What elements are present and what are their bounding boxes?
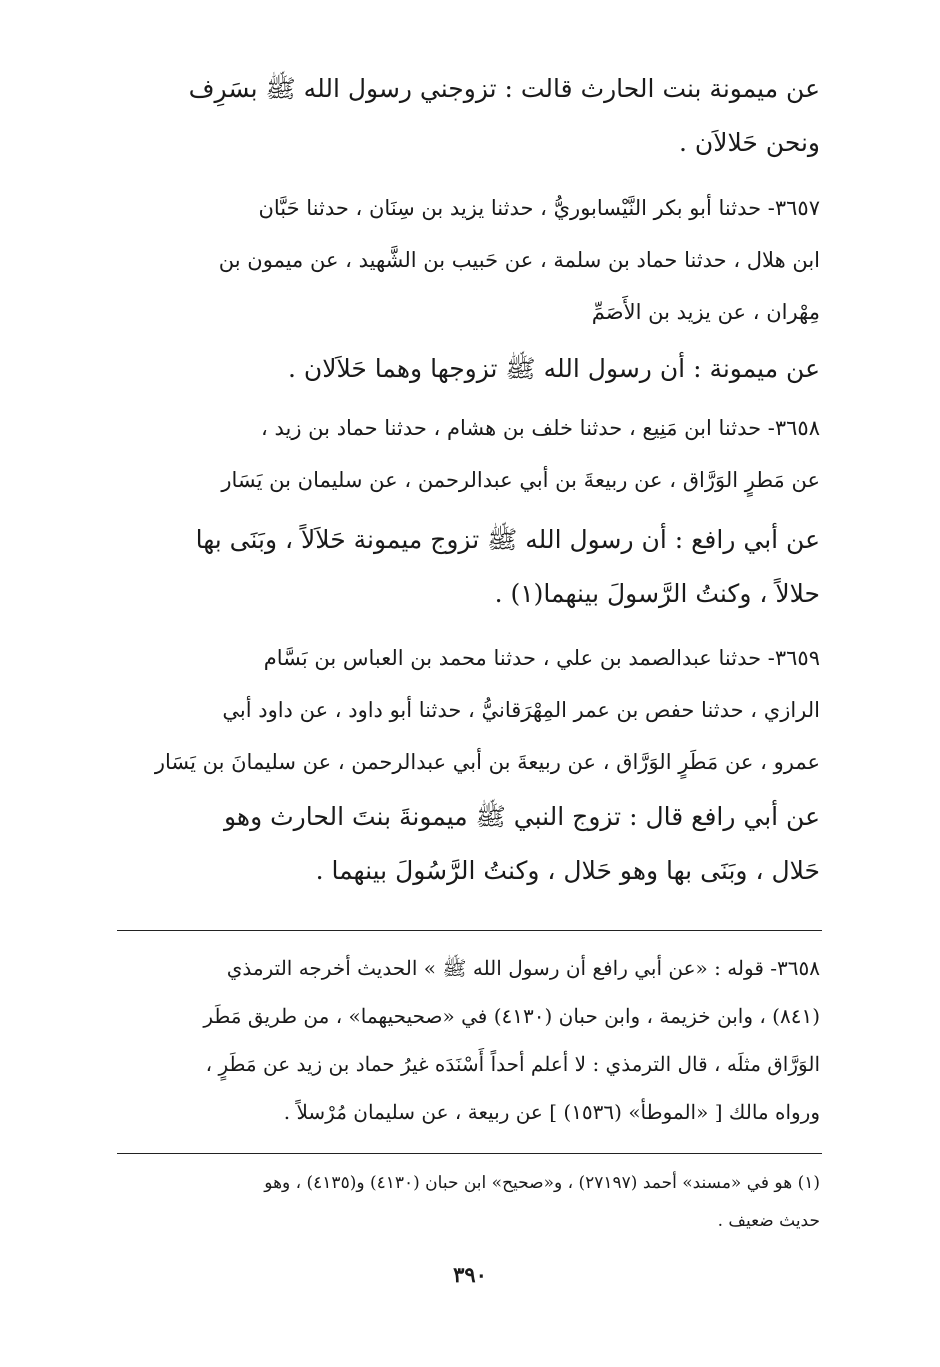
text-line: الوَرَّاق مثلَه ، قال الترمذي : لا أعلم أحداً أَسْنَدَه غيرُ حماد بن زيد عن مَطَرٍ ،	[205, 1052, 820, 1076]
hadith-3658-matn	[110, 513, 820, 621]
hadith-3658-isnad	[110, 402, 820, 506]
text-line: ٣٦٥٧- حدثنا أبو بكر النَّيْسابوريُّ ، حدثنا يزيد بن سِنَان ، حدثنا حَبَّان	[258, 196, 820, 220]
text-line: (٨٤١) ، وابن خزيمة ، وابن حبان (٤١٣٠) في «صحيحيهما» ، من طريق مَطَر	[203, 1004, 820, 1028]
text-line: ٣٦٥٨- قوله : «عن أبي رافع أن رسول الله ﷺ » الحديث أخرجه الترمذي	[226, 956, 820, 980]
text-line: عن أبي رافع قال : تزوج النبي ﷺ ميمونةَ بنتَ الحارث وهو	[224, 802, 820, 831]
text-line: ونحن حَلالاَن .	[678, 128, 820, 157]
text-line: الرازي ، حدثنا حفص بن عمر المِهْرَقانيُّ ، حدثنا أبو داود ، عن داود أبي	[222, 698, 820, 722]
text-line: (١) هو في «مسند» أحمد (٢٧١٩٧) ، و«صحيح» ابن حبان (٤١٣٠) و(٤١٣٥) ، وهو	[264, 1173, 820, 1193]
text-line: ٣٦٥٨- حدثنا ابن مَنِيع ، حدثنا خلف بن هشام ، حدثنا حماد بن زيد ،	[261, 416, 820, 440]
text-line: عمرو ، عن مَطَرٍ الوَرَّاق ، عن ربيعةَ بن أبي عبدالرحمن ، عن سليمانَ بن يَسَار	[154, 750, 820, 774]
footnote-1	[110, 1164, 820, 1240]
hadith-3657-isnad	[110, 182, 820, 338]
text-line: عن ميمونة بنت الحارث قالت : تزوجني رسول الله ﷺ بسَرِف	[188, 74, 820, 103]
hadith-3659-matn	[110, 790, 820, 898]
text-line: حديث ضعيف .	[717, 1211, 820, 1231]
text-line: مِهْران ، عن يزيد بن الأَصَمِّ	[591, 300, 820, 324]
footnote-separator	[117, 1153, 822, 1154]
text-line: ٣٦٥٩- حدثنا عبدالصمد بن علي ، حدثنا محمد بن العباس بن بَسَّام	[263, 646, 820, 670]
hadith-3656-matn-end	[110, 62, 820, 170]
hadith-3659-isnad	[110, 632, 820, 788]
text-line: حلالاً ، وكنتُ الرَّسولَ بينهما(١) .	[494, 579, 820, 608]
page-number: ٣٩٠	[453, 1262, 487, 1287]
commentary-separator	[117, 930, 822, 931]
hadith-3657-matn	[110, 342, 820, 396]
commentary-3658	[110, 944, 820, 1136]
text-line: ورواه مالك [ «الموطأ» (١٥٣٦) ] عن ربيعة ، عن سليمان مُرْسلاً .	[283, 1100, 820, 1124]
text-line: عن ميمونة : أن رسول الله ﷺ تزوجها وهما حَلاَلان .	[287, 354, 820, 383]
text-line: عن مَطرٍ الوَرَّاق ، عن ربيعةَ بن أبي عبدالرحمن ، عن سليمان بن يَسَار	[221, 468, 820, 492]
text-line: حَلال ، وبَنَى بها وهو حَلال ، وكنتُ الرَّسُولَ بينهما .	[315, 856, 820, 885]
text-line: ابن هلال ، حدثنا حماد بن سلمة ، عن حَبيب بن الشَّهيد ، عن ميمون بن	[218, 248, 820, 272]
text-line: عن أبي رافع : أن رسول الله ﷺ تزوج ميمونة حَلاَلاً ، وبَنَى بها	[195, 525, 820, 554]
